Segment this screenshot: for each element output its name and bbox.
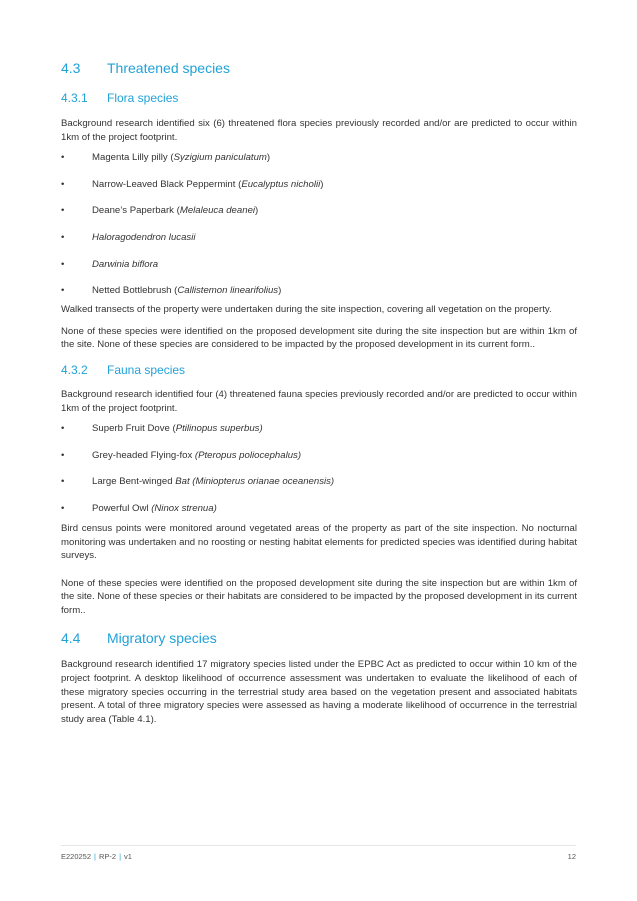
subsection-title: Fauna species <box>107 362 186 377</box>
section-number: 4.4 <box>61 630 81 647</box>
bullet-icon: • <box>61 205 65 217</box>
flora-species-list <box>61 151 577 297</box>
species-scientific-name: Callistemon linearifolius <box>177 285 279 297</box>
species-common-name: Powerful Owl <box>92 502 152 514</box>
species-scientific-name: Darwinia biflora <box>92 258 159 270</box>
species-list-item <box>61 258 577 271</box>
migratory-para: Background research identified 17 migratory species listed under the EPBC Act as predicted to occur within 10 km of the project footprint. A desktop likelihood of occurrence assessment was undertaken to evaluate the likelihood of each of these migratory species occurring in the terrestrial study area based on the vegetation present and associated habitats present. A total of three migratory species were assessed as having a moderate likelihood of occurrence in the terrestrial study area (Table 4.1). <box>61 659 577 725</box>
species-list-item <box>61 231 577 244</box>
fauna-species-list <box>61 422 577 515</box>
species-common-name: Magenta Lilly pilly ( <box>92 152 174 164</box>
species-list-item <box>61 178 577 191</box>
flora-para-2: None of these species were identified on the proposed development site during the site inspection but are within 1km of the site. None of these species are considered to be impacted by the proposed development in its current form.. <box>61 325 577 351</box>
species-scientific-name: Eucalyptus nicholii <box>241 178 321 190</box>
species-list-item <box>61 204 577 217</box>
species-name-tail: ) <box>320 178 324 190</box>
species-list-item <box>61 151 577 164</box>
species-common-name: Large Bent-winged <box>92 476 176 488</box>
subsection-heading-4-3-1 <box>61 89 577 107</box>
species-scientific-name: Ptilinopus superbus) <box>175 423 263 435</box>
species-list-item <box>61 284 577 297</box>
bullet-icon: • <box>61 423 65 435</box>
species-scientific-name: Bat (Miniopterus orianae oceanensis) <box>175 476 335 488</box>
section-title: Migratory species <box>107 630 217 647</box>
species-common-name: Superb Fruit Dove ( <box>92 423 176 435</box>
footer-ref: E220252 <box>61 852 92 861</box>
subsection-number: 4.3.1 <box>61 91 88 105</box>
species-common-name: Narrow-Leaved Black Peppermint ( <box>92 178 242 190</box>
footer-rp: RP-2 <box>98 852 117 861</box>
species-list-item <box>61 449 577 462</box>
fauna-intro: Background research identified four (4) threatened fauna species previously recorded and/or are predicted to occur within 1km of the project footprint. <box>61 388 577 414</box>
footer-separator: | <box>94 852 96 861</box>
subsection-number: 4.3.2 <box>61 362 88 377</box>
section-heading-4-3 <box>61 58 577 78</box>
fauna-para-1: Bird census points were monitored around vegetated areas of the property as part of the site inspection. No nocturnal monitoring was undertaken and no roosting or nesting habitat elements for predicted species was identified during habitat surveys. <box>61 522 577 562</box>
species-scientific-name: Haloragodendron lucasii <box>92 231 196 243</box>
section-heading-4-4 <box>61 628 577 648</box>
species-scientific-name: (Pteropus poliocephalus) <box>194 449 302 461</box>
flora-para-1: Walked transects of the property were undertaken during the site inspection, covering all vegetation on the property. <box>61 304 552 316</box>
footer-version: v1 <box>124 852 132 861</box>
species-list-item <box>61 475 577 488</box>
species-scientific-name: (Ninox strenua) <box>151 502 217 514</box>
species-common-name: Netted Bottlebrush ( <box>92 285 178 297</box>
bullet-icon: • <box>61 258 65 270</box>
species-scientific-name: Melaleuca deanei <box>179 205 256 217</box>
species-list-item <box>61 502 577 515</box>
species-common-name: Deane’s Paperbark ( <box>92 205 180 217</box>
page-footer <box>61 845 576 861</box>
bullet-icon: • <box>61 152 65 164</box>
section-title: Threatened species <box>107 60 230 76</box>
species-name-tail: ) <box>278 285 282 297</box>
page-number: 12 <box>567 852 576 861</box>
section-number: 4.3 <box>61 60 81 76</box>
species-common-name: Grey-headed Flying-fox <box>92 449 195 461</box>
footer-doc-ref <box>61 852 132 861</box>
fauna-para-2: None of these species were identified on the proposed development site during the site inspection but are within 1km of the site. None of these species or their habitats are considered to be impacted by the proposed development in its current form.. <box>61 577 577 616</box>
flora-intro: Background research identified six (6) threatened flora species previously recorded and/or are predicted to occur within 1km of the project footprint. <box>61 118 577 143</box>
species-list-item <box>61 422 577 435</box>
page-content <box>61 58 577 726</box>
species-name-tail: ) <box>255 205 259 217</box>
species-scientific-name: Syzigium paniculatum <box>173 152 267 164</box>
bullet-icon: • <box>61 502 65 514</box>
subsection-heading-4-3-2 <box>61 361 577 379</box>
footer-separator: | <box>119 852 122 861</box>
subsection-title: Flora species <box>107 91 179 105</box>
bullet-icon: • <box>61 178 65 190</box>
bullet-icon: • <box>61 449 65 461</box>
bullet-icon: • <box>61 476 65 488</box>
bullet-icon: • <box>61 285 65 297</box>
bullet-icon: • <box>61 231 65 243</box>
species-name-tail: ) <box>266 152 271 164</box>
